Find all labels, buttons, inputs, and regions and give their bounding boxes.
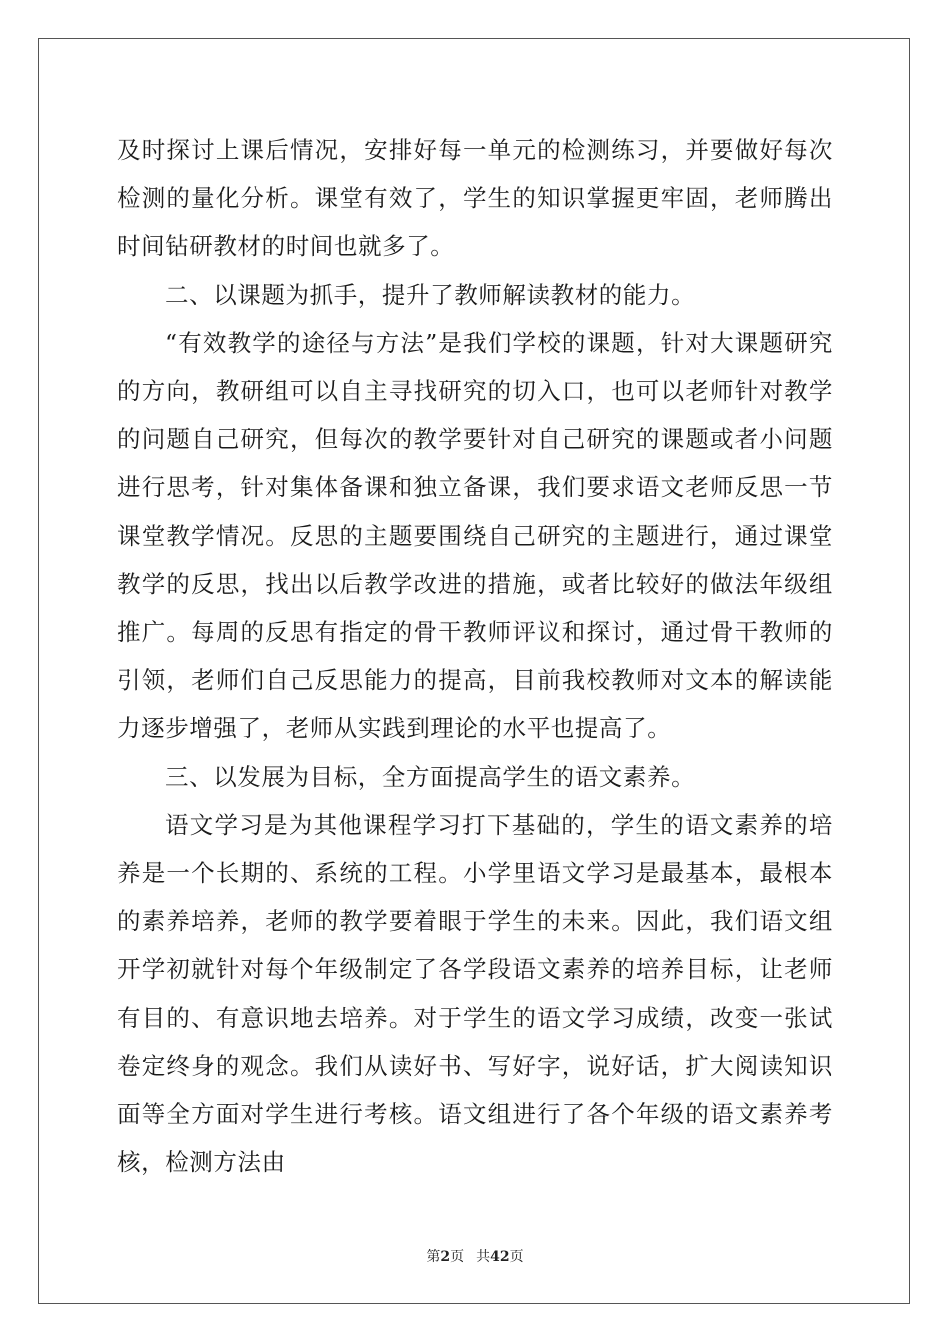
- page-footer: [0, 1246, 950, 1266]
- total-prefix: 共: [476, 1249, 491, 1265]
- document-body: [117, 126, 833, 1186]
- section-heading-3: 三、以发展为目标，全方面提高学生的语文素养。: [165, 762, 696, 791]
- page-unit: 页: [450, 1249, 465, 1265]
- paragraph-1: 及时探讨上课后情况，安排好每一单元的检测练习，并要做好每次检测的量化分析。课堂有效了，学生的知识掌握更牢固，老师腾出时间钻研教材的时间也就多了。: [117, 136, 833, 261]
- total-unit: 页: [509, 1249, 524, 1265]
- page-total: 42: [490, 1249, 510, 1265]
- paragraph-2: “有效教学的途径与方法”是我们学校的课题，针对大课题研究的方向，教研组可以自主寻找研究的切入口，也可以老师针对教学的问题自己研究，但每次的教学要针对自己研究的课题或者小问题进行思考，针对集体备课和独立备课，我们要求语文老师反思一节课堂教学情况。反思的主题要围绕自己研究的主题进行，通过课堂教学的反思，找出以后教学改进的措施，或者比较好的做法年级组推广。每周的反思有指定的骨干教师评议和探讨，通过骨干教师的引领，老师们自己反思能力的提高，目前我校教师对文本的解读能力逐步增强了，老师从实践到理论的水平也提高了。: [117, 328, 833, 743]
- section-heading-2: 二、以课题为抓手，提升了教师解读教材的能力。: [165, 280, 696, 309]
- paragraph-3: 语文学习是为其他课程学习打下基础的，学生的语文素养的培养是一个长期的、系统的工程。小学里语文学习是最基本，最根本的素养培养，老师的教学要着眼于学生的未来。因此，我们语文组开学初就针对每个年级制定了各学段语文素养的培养目标，让老师有目的、有意识地去培养。对于学生的语文学习成绩，改变一张试卷定终身的观念。我们从读好书、写好字，说好话，扩大阅读知识面等全方面对学生进行考核。语文组进行了各个年级的语文素养考核，检测方法由: [117, 810, 833, 1177]
- page-prefix: 第: [426, 1249, 441, 1265]
- page-current: 2: [440, 1249, 451, 1265]
